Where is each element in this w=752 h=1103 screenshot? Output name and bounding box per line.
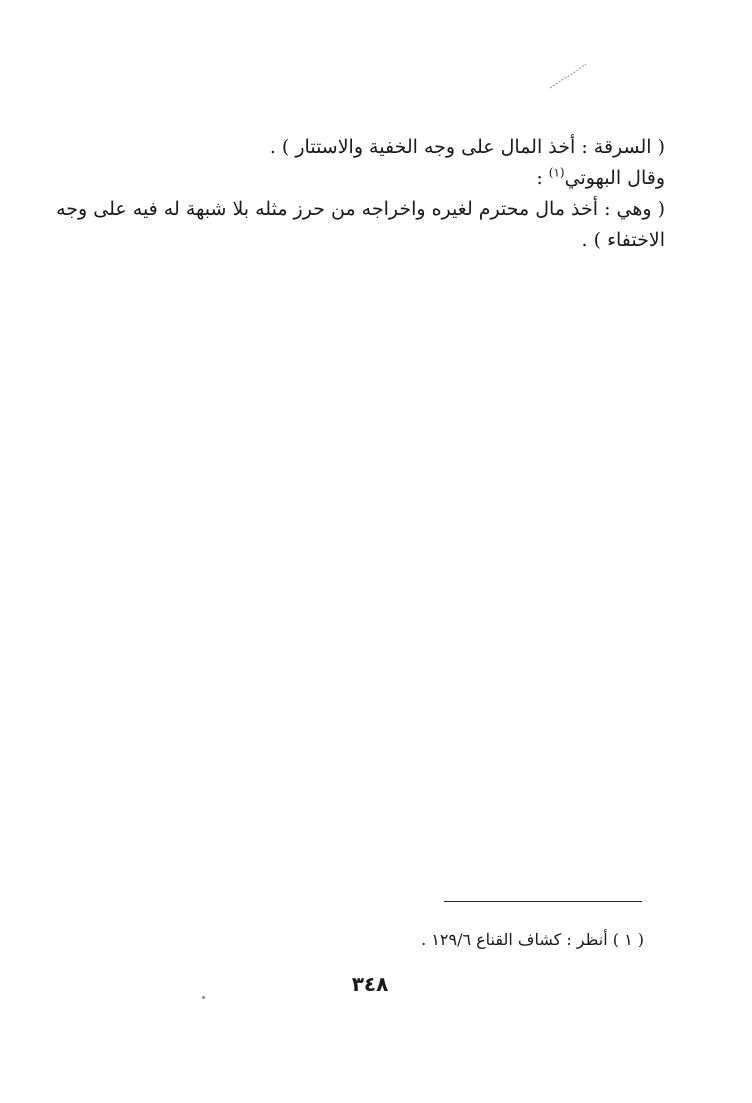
footnote-text: أنظر : كشاف القناع ١٢٩/٦ . bbox=[421, 930, 608, 949]
footnote-divider bbox=[444, 901, 642, 902]
scan-mark-stroke bbox=[548, 62, 588, 90]
footnote bbox=[421, 928, 644, 952]
quote-intro-line bbox=[75, 163, 665, 194]
footnote-marker: ( ١ ) bbox=[612, 930, 644, 949]
definition-line-1: ( السرقة : أخذ المال على وجه الخفية والاستتار ) . bbox=[269, 136, 665, 158]
definition-line-3: الاختفاء ) . bbox=[581, 229, 665, 251]
quote-intro-colon: : bbox=[536, 167, 543, 189]
body-text bbox=[56, 132, 665, 256]
page-number: ٣٤٨ bbox=[351, 972, 389, 996]
quote-intro-text: وقال البهوتي bbox=[564, 167, 665, 189]
scan-speck bbox=[202, 996, 205, 999]
definition-line-2: ( وهي : أخذ مال محترم لغيره واخراجه من حرز مثله بلا شبهة له فيه على وجه bbox=[56, 198, 665, 220]
footnote-reference: (١) bbox=[548, 165, 565, 180]
